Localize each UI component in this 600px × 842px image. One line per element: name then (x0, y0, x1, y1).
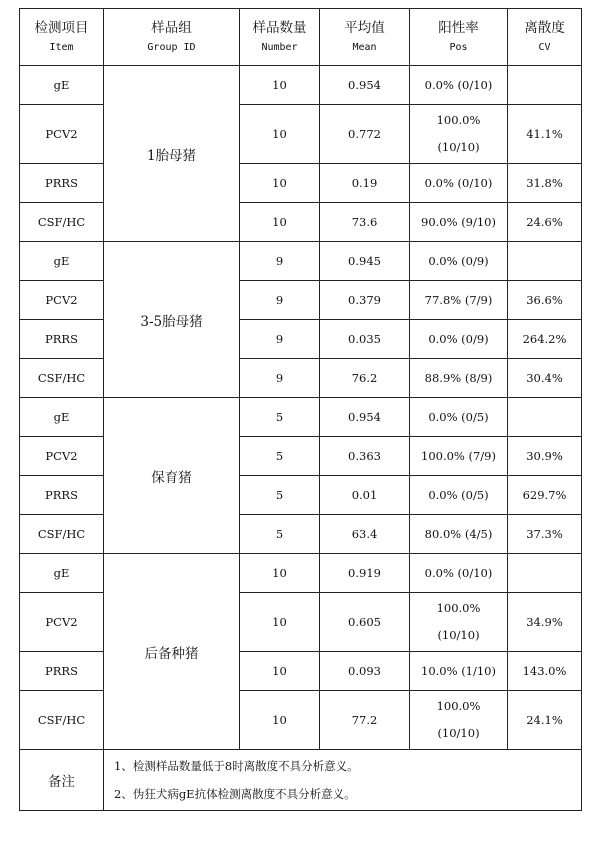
mean-cell: 77.2 (320, 691, 410, 750)
mean-cell: 0.363 (320, 437, 410, 476)
header-mean: 平均值 Mean (320, 9, 410, 66)
header-cv: 离散度 CV (508, 9, 582, 66)
cv-cell (508, 66, 582, 105)
item-cell: CSF/HC (20, 515, 104, 554)
pos-cell: 0.0% (0/10) (410, 164, 508, 203)
number-cell: 5 (240, 437, 320, 476)
number-cell: 9 (240, 281, 320, 320)
number-cell: 10 (240, 105, 320, 164)
notes-row (20, 750, 582, 811)
pos-cell: 0.0% (0/5) (410, 476, 508, 515)
pos-line-2: (10/10) (437, 140, 480, 154)
cv-cell: 31.8% (508, 164, 582, 203)
item-cell: PRRS (20, 476, 104, 515)
item-cell: gE (20, 242, 104, 281)
pos-cell: 0.0% (0/10) (410, 66, 508, 105)
results-table (19, 8, 582, 811)
mean-cell: 73.6 (320, 203, 410, 242)
pos-line-1: 100.0% (436, 601, 481, 615)
table-row (20, 242, 582, 281)
pos-cell: 77.8% (7/9) (410, 281, 508, 320)
pos-cell: 10.0% (1/10) (410, 652, 508, 691)
pos-cell: 0.0% (0/5) (410, 398, 508, 437)
number-cell: 9 (240, 359, 320, 398)
item-cell: PRRS (20, 652, 104, 691)
item-cell: CSF/HC (20, 691, 104, 750)
notes-cell (104, 750, 582, 811)
pos-line-1: 100.0% (436, 699, 481, 713)
number-cell: 10 (240, 66, 320, 105)
group-cell: 1胎母猪 (104, 66, 240, 242)
item-cell: PCV2 (20, 593, 104, 652)
cv-cell: 24.6% (508, 203, 582, 242)
pos-cell (410, 105, 508, 164)
pos-cell: 88.9% (8/9) (410, 359, 508, 398)
cv-cell: 37.3% (508, 515, 582, 554)
item-cell: PRRS (20, 164, 104, 203)
number-cell: 9 (240, 320, 320, 359)
pos-cell: 100.0% (7/9) (410, 437, 508, 476)
pos-line-2: (10/10) (437, 628, 480, 642)
pos-cell: 0.0% (0/9) (410, 242, 508, 281)
number-cell: 9 (240, 242, 320, 281)
item-cell: gE (20, 398, 104, 437)
pos-cell: 90.0% (9/10) (410, 203, 508, 242)
mean-cell: 0.605 (320, 593, 410, 652)
item-cell: PCV2 (20, 437, 104, 476)
item-cell: gE (20, 554, 104, 593)
cv-cell: 24.1% (508, 691, 582, 750)
pos-line-1: 100.0% (436, 113, 481, 127)
number-cell: 10 (240, 652, 320, 691)
cv-cell: 264.2% (508, 320, 582, 359)
cv-cell: 30.9% (508, 437, 582, 476)
group-cell: 后备种猪 (104, 554, 240, 750)
mean-cell: 0.19 (320, 164, 410, 203)
pos-line-2: (10/10) (437, 726, 480, 740)
number-cell: 10 (240, 203, 320, 242)
cv-cell: 30.4% (508, 359, 582, 398)
cv-cell (508, 554, 582, 593)
item-cell: gE (20, 66, 104, 105)
mean-cell: 0.954 (320, 398, 410, 437)
item-cell: PCV2 (20, 281, 104, 320)
header-pos: 阳性率 Pos (410, 9, 508, 66)
mean-cell: 0.035 (320, 320, 410, 359)
header-item: 检测项目 Item (20, 9, 104, 66)
number-cell: 10 (240, 593, 320, 652)
mean-cell: 0.919 (320, 554, 410, 593)
item-cell: CSF/HC (20, 203, 104, 242)
cv-cell: 41.1% (508, 105, 582, 164)
pos-cell: 0.0% (0/9) (410, 320, 508, 359)
note-line-2: 2、伪狂犬病gE抗体检测离散度不具分析意义。 (114, 787, 356, 801)
item-cell: PCV2 (20, 105, 104, 164)
item-cell: CSF/HC (20, 359, 104, 398)
pos-cell: 0.0% (0/10) (410, 554, 508, 593)
cv-cell (508, 398, 582, 437)
cv-cell: 143.0% (508, 652, 582, 691)
header-row (20, 9, 582, 66)
mean-cell: 0.01 (320, 476, 410, 515)
cv-cell: 36.6% (508, 281, 582, 320)
mean-cell: 0.772 (320, 105, 410, 164)
group-cell: 保育猪 (104, 398, 240, 554)
number-cell: 5 (240, 398, 320, 437)
table-row (20, 554, 582, 593)
number-cell: 5 (240, 476, 320, 515)
mean-cell: 0.954 (320, 66, 410, 105)
mean-cell: 0.093 (320, 652, 410, 691)
pos-cell (410, 691, 508, 750)
header-number: 样品数量 Number (240, 9, 320, 66)
cv-cell: 34.9% (508, 593, 582, 652)
number-cell: 10 (240, 164, 320, 203)
number-cell: 10 (240, 554, 320, 593)
mean-cell: 0.945 (320, 242, 410, 281)
mean-cell: 76.2 (320, 359, 410, 398)
number-cell: 5 (240, 515, 320, 554)
number-cell: 10 (240, 691, 320, 750)
note-line-1: 1、检测样品数量低于8时离散度不具分析意义。 (114, 759, 359, 773)
pos-cell: 80.0% (4/5) (410, 515, 508, 554)
table-row (20, 398, 582, 437)
notes-label: 备注 (20, 750, 104, 811)
header-group: 样品组 Group ID (104, 9, 240, 66)
mean-cell: 63.4 (320, 515, 410, 554)
item-cell: PRRS (20, 320, 104, 359)
mean-cell: 0.379 (320, 281, 410, 320)
cv-cell (508, 242, 582, 281)
cv-cell: 629.7% (508, 476, 582, 515)
group-cell: 3-5胎母猪 (104, 242, 240, 398)
table-row (20, 66, 582, 105)
pos-cell (410, 593, 508, 652)
